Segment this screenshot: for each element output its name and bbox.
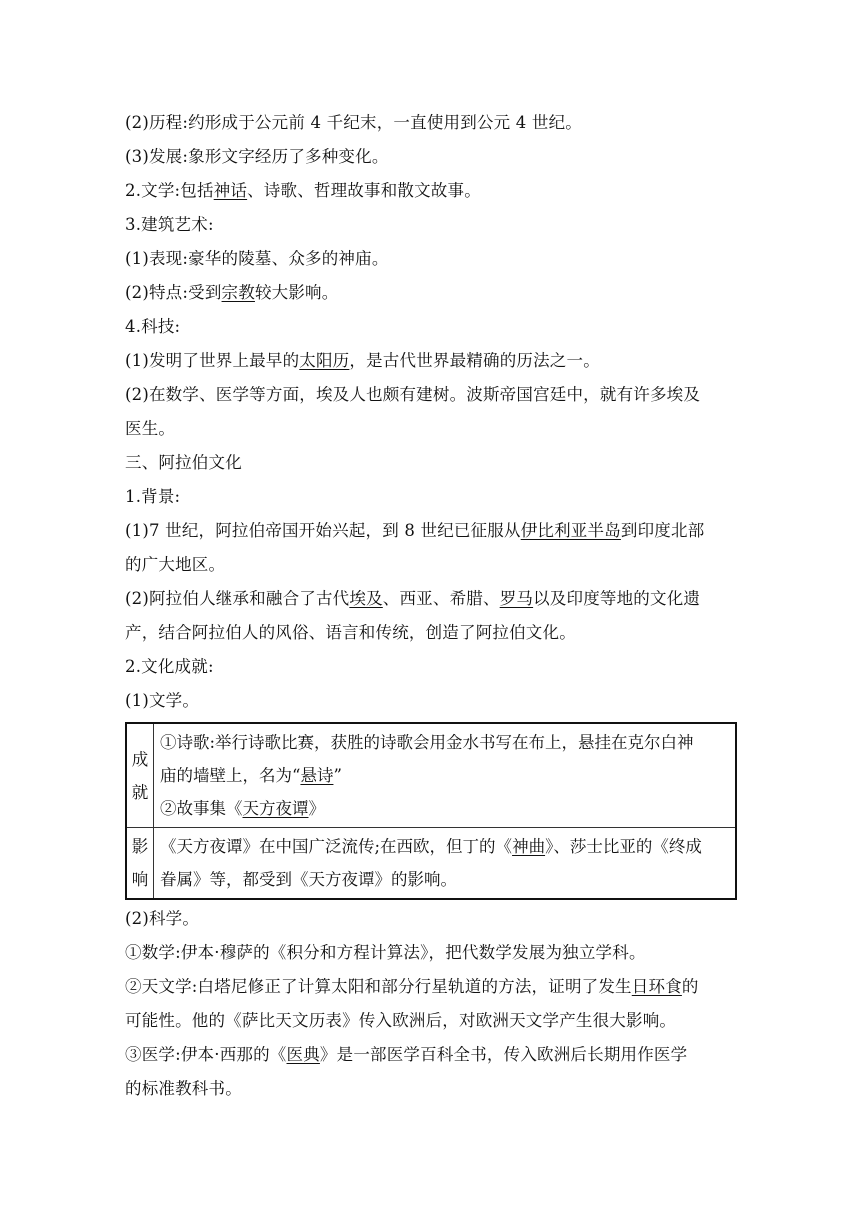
text-run: 》是一部医学百科全书，传入欧洲后长期用作医学 [319,1045,688,1064]
underlined-answer: 罗马 [499,589,534,608]
row-header-char: 就 [131,782,149,802]
text-run: 以及印度等地的文化遗 [533,589,701,608]
text-run: 的标准教科书。 [125,1079,242,1098]
text-line [125,242,737,276]
text-run: 较大影响。 [254,283,339,302]
text-line [125,208,737,242]
text-line [125,344,737,378]
text-line [125,970,737,1004]
text-run: (2)科学。 [125,909,200,928]
text-run: (1)表现:豪华的陵墓、众多的神庙。 [125,249,389,268]
text-run: ①数学:伊本·穆萨的《积分和方程计算法》，把代数学发展为独立学科。 [125,943,646,962]
text-line [125,1004,737,1038]
text-run: ” [333,766,342,785]
text-run: (2)阿拉伯人继承和融合了古代 [125,589,350,608]
text-block-bottom [125,902,737,1106]
text-run: (1)文学。 [125,691,200,710]
row-content [154,828,737,900]
literature-table [125,722,737,900]
row-header-char: 影 [131,837,149,856]
text-run: ②故事集《 [160,799,243,818]
text-line [125,650,737,684]
cell-line [160,759,729,792]
text-run: ③医学:伊本·西那的《 [125,1045,287,1064]
text-line [125,684,737,718]
cell-line [160,792,729,825]
text-line [125,140,737,174]
row-header [126,828,154,900]
text-run: 、西亚、希腊、 [382,589,500,608]
cell-line [160,863,729,896]
text-run: 三、阿拉伯文化 [125,453,242,472]
text-run: 2.文化成就: [125,657,214,676]
text-line [125,616,737,650]
cell-line [160,726,729,759]
underlined-answer: 宗教 [221,283,255,302]
text-line [125,1038,737,1072]
underlined-answer: 悬诗 [300,766,334,785]
text-run: 2.文学:包括 [125,181,214,200]
underlined-answer: 神曲 [512,837,546,856]
text-run: 的 [681,977,699,996]
text-run: 》 [308,799,325,818]
underlined-answer: 神话 [213,181,248,200]
text-run: 眷属》等，都受到《天方夜谭》的影响。 [160,870,457,889]
text-line [125,378,737,412]
text-run: 可能性。他的《萨比天文历表》传入欧洲后，对欧洲天文学产生很大影响。 [125,1011,677,1030]
text-run: 到印度北部 [620,521,705,540]
underlined-answer: 日环食 [631,977,682,996]
text-run: (3)发展:象形文字经历了多种变化。 [125,147,389,166]
text-run: 医生。 [125,419,176,438]
text-line [125,514,737,548]
text-run: 产，结合阿拉伯人的风俗、语言和传统，创造了阿拉伯文化。 [125,623,576,642]
text-run: (2)在数学、医学等方面，埃及人也颇有建树。波斯帝国宫廷中，就有许多埃及 [125,385,701,404]
row-header-char: 响 [131,870,149,889]
text-line [125,1072,737,1106]
row-content [154,723,737,828]
text-run: 1.背景: [125,487,181,506]
text-line [125,548,737,582]
text-block-top [125,106,737,718]
text-run: (2)历程:约形成于公元前 4 千纪末，一直使用到公元 4 世纪。 [125,113,583,132]
table-row [126,828,736,900]
underlined-answer: 太阳历 [299,351,350,370]
text-run: ①诗歌:举行诗歌比赛，获胜的诗歌会用金水书写在布上，悬挂在克尔白神 [160,733,694,752]
text-line [125,480,737,514]
text-run: 的广大地区。 [125,555,226,574]
underlined-answer: 天方夜谭 [242,799,309,818]
text-run: ，是古代世界最精确的历法之一。 [349,351,600,370]
text-run: (1)7 世纪，阿拉伯帝国开始兴起，到 8 世纪已征服从 [125,521,521,540]
text-line [125,106,737,140]
text-line [125,902,737,936]
row-header [126,723,154,828]
text-line [125,276,737,310]
cell-line [160,830,729,863]
text-run: ②天文学:白塔尼修正了计算太阳和部分行星轨道的方法，证明了发生 [125,977,632,996]
table-row [126,723,736,828]
underlined-answer: 埃及 [349,589,383,608]
text-run: 庙的墙壁上，名为“ [160,766,301,785]
text-run: (1)发明了世界上最早的 [125,351,300,370]
text-line [125,310,737,344]
text-run: 4.科技: [125,317,181,336]
text-line [125,412,737,446]
underlined-answer: 伊比利亚半岛 [520,521,621,540]
text-run: 3.建筑艺术: [125,215,214,234]
text-line [125,936,737,970]
row-header-char: 成 [131,749,149,769]
text-line [125,446,737,480]
text-line [125,582,737,616]
text-run: 、诗歌、哲理故事和散文故事。 [247,181,481,200]
text-run: 《天方夜谭》在中国广泛流传;在西欧，但丁的《 [160,837,513,856]
text-run: (2)特点:受到 [125,283,222,302]
text-run: 》、莎士比亚的《终成 [545,837,702,856]
document-page [125,106,737,1106]
underlined-answer: 医典 [286,1045,320,1064]
text-line [125,174,737,208]
